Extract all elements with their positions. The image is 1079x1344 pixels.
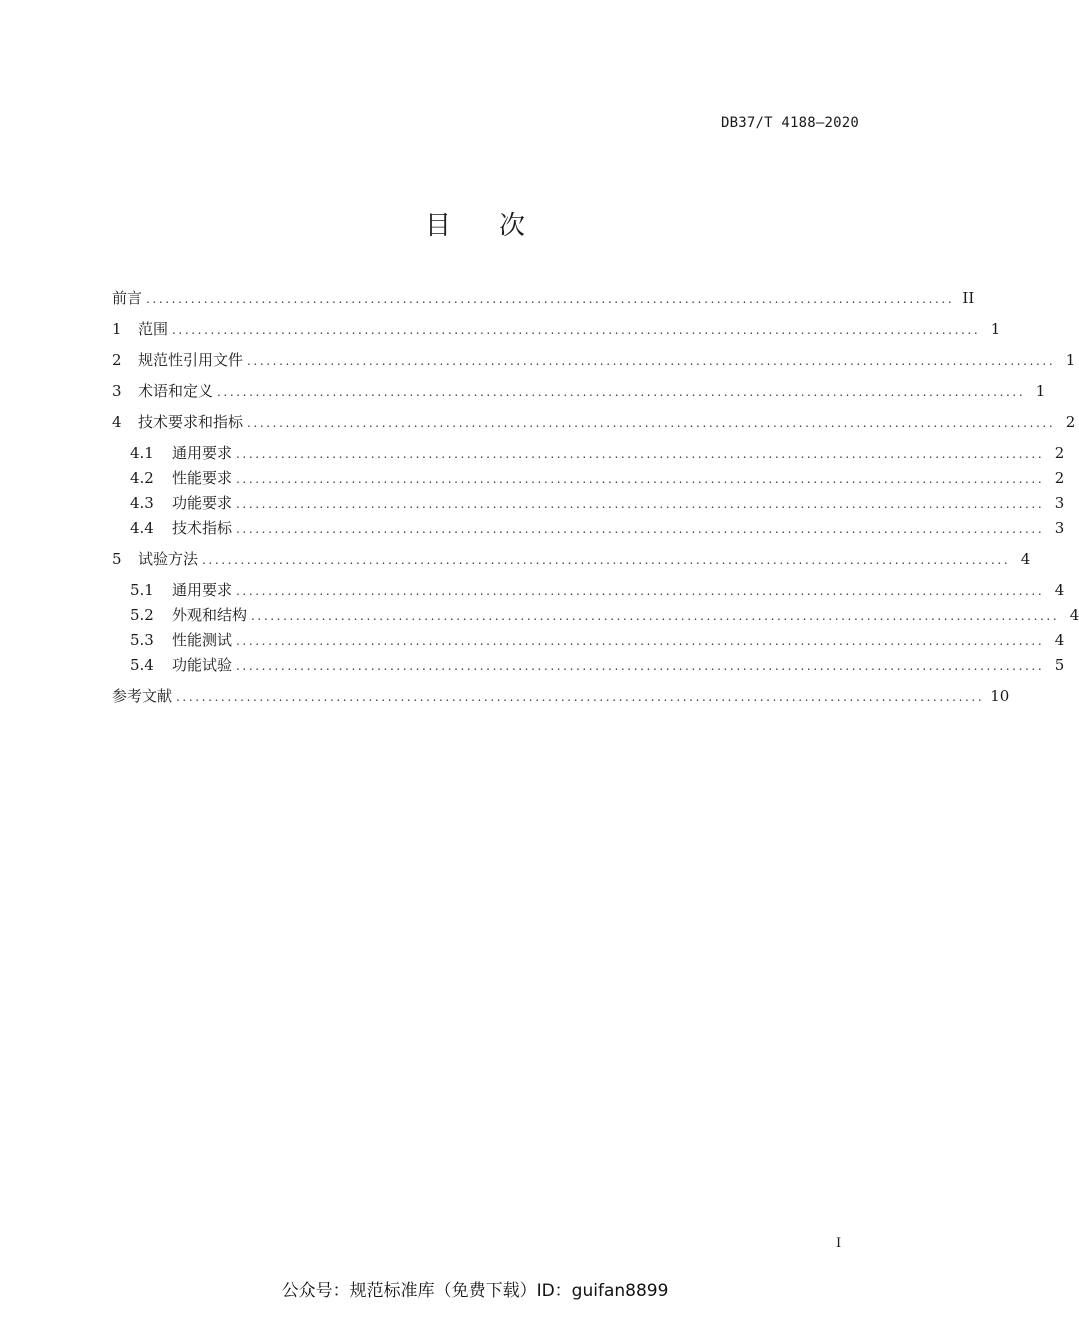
toc-leader-dots: .............................................................................................................................. — [247, 354, 1056, 368]
page-title — [0, 205, 950, 242]
toc-entry-label: 性能要求 — [172, 469, 233, 487]
toc-entry-label: 试验方法 — [138, 550, 199, 568]
toc-leader-dots: .............................................................................................................................. — [217, 385, 1026, 399]
toc-leader-dots: .............................................................................................................................. — [176, 690, 985, 704]
toc-entry-number: 5 — [112, 550, 122, 568]
toc-entry-number: 1 — [112, 320, 122, 338]
toc-entry-number: 4 — [112, 413, 122, 431]
toc-entry-number: 3 — [112, 382, 122, 400]
toc-entry-page: 4 — [1069, 606, 1079, 624]
toc-entry-page: 2 — [1054, 469, 1065, 487]
toc-leader-dots: .............................................................................................................................. — [251, 609, 1060, 623]
toc-entry-page: 1 — [1035, 382, 1046, 400]
toc-entry-1[interactable] — [112, 318, 1001, 340]
toc-leader-dots: .............................................................................................................................. — [236, 497, 1045, 511]
toc-entry-2[interactable] — [112, 349, 1076, 371]
toc-entry-label: 范围 — [138, 320, 169, 338]
toc-entry-page: 4 — [1054, 631, 1065, 649]
toc-entry-label: 功能要求 — [172, 494, 233, 512]
standard-code: DB37/T 4188—2020 — [720, 115, 859, 131]
toc-entry-page: II — [962, 289, 975, 307]
title-char-1: 目 — [424, 211, 451, 241]
toc-leader-dots: .............................................................................................................................. — [247, 416, 1056, 430]
toc-entry-page: 4 — [1054, 581, 1065, 599]
toc-leader-dots: .............................................................................................................................. — [146, 292, 955, 306]
toc-entry-label: 外观和结构 — [172, 606, 248, 624]
toc-entry-page: 2 — [1065, 413, 1076, 431]
toc-entry-references[interactable] — [112, 685, 1010, 707]
toc-entry-preface[interactable] — [112, 287, 975, 309]
toc-entry-number: 4.3 — [130, 494, 154, 512]
toc-entry-label: 功能试验 — [172, 656, 233, 674]
toc-entry-4-4[interactable] — [130, 517, 1065, 539]
toc-entry-label: 规范性引用文件 — [138, 351, 244, 369]
toc-entry-label: 通用要求 — [172, 581, 233, 599]
title-char-2: 次 — [499, 211, 526, 241]
toc-entry-page: 5 — [1054, 656, 1065, 674]
footer-note: 公众号：规范标准库（免费下载）ID：guifan8899 — [281, 1281, 669, 1301]
toc-entry-number: 4.4 — [130, 519, 154, 537]
toc-entry-page: 1 — [990, 320, 1001, 338]
toc-leader-dots: .............................................................................................................................. — [236, 522, 1045, 536]
toc-entry-number: 5.2 — [130, 606, 154, 624]
toc-entry-label: 前言 — [112, 289, 143, 307]
toc-entry-page: 10 — [990, 687, 1010, 705]
toc-entry-label: 参考文献 — [112, 687, 173, 705]
toc-entry-3[interactable] — [112, 380, 1046, 402]
toc-entry-label: 性能测试 — [172, 631, 233, 649]
toc-leader-dots: .............................................................................................................................. — [236, 447, 1045, 461]
toc-entry-5[interactable] — [112, 548, 1031, 570]
toc-leader-dots: .............................................................................................................................. — [236, 634, 1045, 648]
toc-leader-dots: .............................................................................................................................. — [236, 472, 1045, 486]
toc-entry-5-1[interactable] — [130, 579, 1065, 601]
toc-entry-5-2[interactable] — [130, 604, 1079, 626]
toc-leader-dots: .............................................................................................................................. — [236, 584, 1045, 598]
toc-entry-4[interactable] — [112, 411, 1076, 433]
toc-entry-number: 5.3 — [130, 631, 154, 649]
toc-leader-dots: .............................................................................................................................. — [236, 659, 1045, 673]
toc-entry-label: 通用要求 — [172, 444, 233, 462]
toc-entry-4-2[interactable] — [130, 467, 1065, 489]
toc-entry-number: 4.2 — [130, 469, 154, 487]
toc-entry-page: 1 — [1065, 351, 1076, 369]
toc-entry-label: 术语和定义 — [138, 382, 214, 400]
toc-entry-label: 技术要求和指标 — [138, 413, 244, 431]
toc-leader-dots: .............................................................................................................................. — [172, 323, 981, 337]
toc-entry-label: 技术指标 — [172, 519, 233, 537]
toc-entry-number: 5.4 — [130, 656, 154, 674]
toc-entry-number: 2 — [112, 351, 122, 369]
toc-entry-4-1[interactable] — [130, 442, 1065, 464]
toc-entry-number: 4.1 — [130, 444, 154, 462]
page-number: I — [836, 1236, 842, 1251]
toc-entry-5-3[interactable] — [130, 629, 1065, 651]
toc-entry-page: 2 — [1054, 444, 1065, 462]
toc-entry-page: 4 — [1020, 550, 1031, 568]
toc-leader-dots: .............................................................................................................................. — [202, 553, 1011, 567]
toc-entry-5-4[interactable] — [130, 654, 1065, 676]
toc-entry-page: 3 — [1054, 494, 1065, 512]
toc-entry-page: 3 — [1054, 519, 1065, 537]
toc-entry-4-3[interactable] — [130, 492, 1065, 514]
toc-entry-number: 5.1 — [130, 581, 154, 599]
